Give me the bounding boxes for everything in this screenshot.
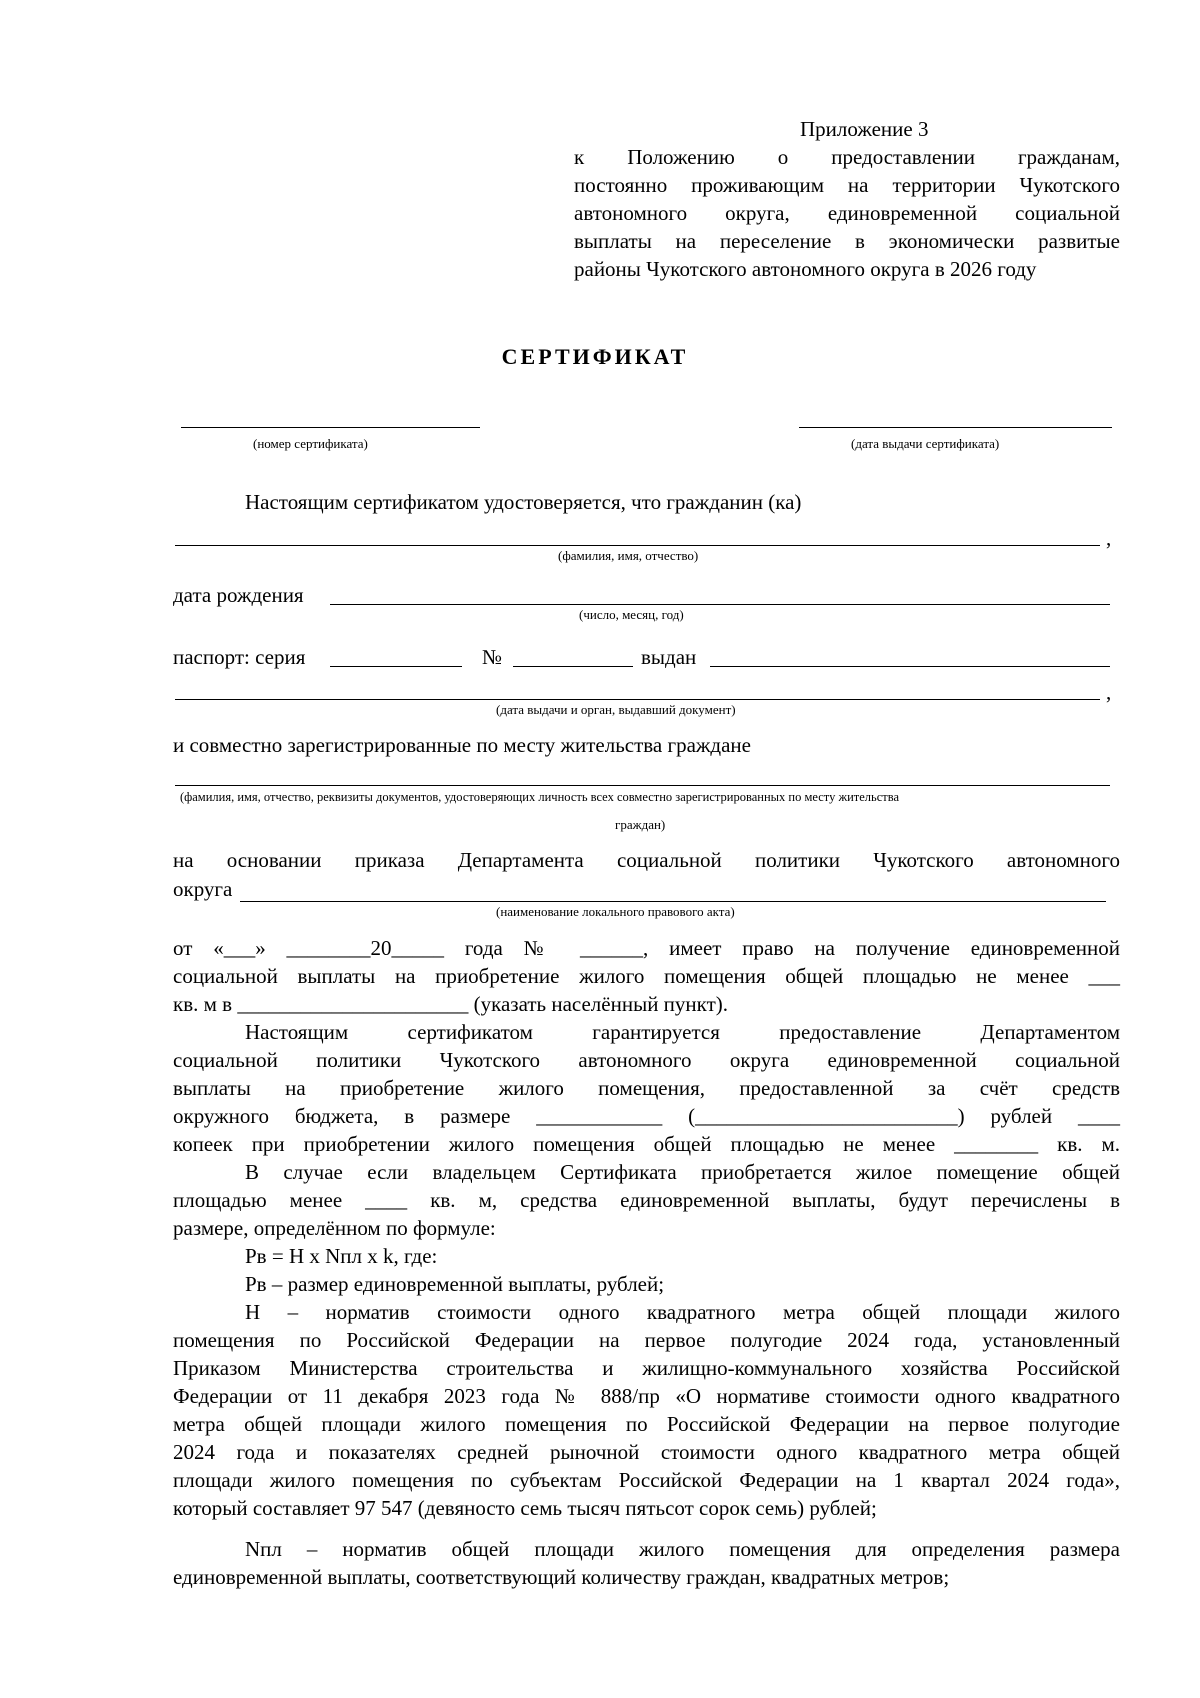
appendix-line: постоянно проживающим на территории Чукотского [574, 173, 1120, 197]
appendix-line: автономного округа, единовременной социальной [574, 201, 1120, 225]
appendix-line: районы Чукотского автономного округа в 2026 году [574, 257, 1037, 281]
document-title: СЕРТИФИКАТ [501, 344, 689, 369]
para-case-line: размере, определённом по формуле: [173, 1216, 496, 1240]
cert-number-line [181, 427, 480, 428]
para-guarantee-line: копеек при приобретении жилого помещения общей площадью не менее ________ кв. м. [173, 1132, 1120, 1156]
basis-line-2: округа [173, 877, 233, 901]
legal-act-line [240, 901, 1106, 902]
para-rights-line: кв. м в ______________________ (указать населённый пункт). [173, 992, 729, 1016]
issue-date-caption: (дата выдачи сертификата) [851, 436, 1000, 451]
para-case-line: В случае если владельцем Сертификата приобретается жилое помещение общей [245, 1160, 1120, 1184]
birth-line [330, 604, 1110, 605]
para-guarantee-line: социальной политики Чукотского автономного округа единовременной социальной [173, 1048, 1120, 1072]
para-case-line: площадью менее ____ кв. м, средства единовременной выплаты, будут перечислены в [173, 1188, 1120, 1212]
passport-series-label: паспорт: серия [173, 645, 306, 669]
fio-comma: , [1106, 526, 1112, 550]
passport-issued-line [710, 666, 1110, 667]
para-guarantee-line: окружного бюджета, в размере ____________ (_________________________) рублей ____ [173, 1104, 1120, 1128]
passport-series-line [330, 666, 462, 667]
definition-pv: Рв – размер единовременной выплаты, рублей; [245, 1272, 665, 1296]
co-registered-caption-cont: граждан) [615, 817, 666, 832]
para-guarantee-line: Настоящим сертификатом гарантируется предоставление Департаментом [245, 1020, 1120, 1044]
co-registered-line [175, 785, 1110, 786]
co-registered-text: и совместно зарегистрированные по месту жительства граждане [173, 733, 751, 757]
para-rights-line: от «___» ________20_____ года № ______, имеет право на получение единовременной [173, 936, 1120, 960]
definition-h-line: метра общей площади жилого помещения по Российской Федерации на первое полугодие [173, 1412, 1120, 1436]
birth-label: дата рождения [173, 583, 304, 607]
legal-act-caption: (наименование локального правового акта) [496, 904, 735, 919]
para-guarantee-line: выплаты на приобретение жилого помещения, предоставленной за счёт средств [173, 1076, 1120, 1100]
issue-date-line [799, 427, 1112, 428]
passport-issued-label: выдан [641, 645, 697, 669]
para-rights-line: социальной выплаты на приобретение жилого помещения общей площадью не менее ___ [173, 964, 1120, 988]
fio-caption: (фамилия, имя, отчество) [558, 548, 699, 563]
definition-h-line: 2024 года и показателях средней рыночной стоимости одного квадратного метра общей [173, 1440, 1120, 1464]
passport-comma: , [1106, 680, 1112, 704]
passport-issue-line [175, 699, 1100, 700]
birth-caption: (число, месяц, год) [579, 607, 684, 622]
definition-n-line: Nпл – норматив общей площади жилого помещения для определения размера [245, 1537, 1120, 1561]
appendix-line: выплаты на переселение в экономически развитые [574, 229, 1120, 253]
definition-h-line: помещения по Российской Федерации на первое полугодие 2024 года, установленный [173, 1328, 1120, 1352]
basis-line-1: на основании приказа Департамента социальной политики Чукотского автономного [173, 848, 1120, 872]
appendix-line: к Положению о предоставлении гражданам, [574, 145, 1120, 169]
definition-h-line: который составляет 97 547 (девяносто семь тысяч пятьсот сорок семь) рублей; [173, 1496, 877, 1520]
co-registered-caption: (фамилия, имя, отчество, реквизиты документов, удостоверяющих личность всех совместно зарегистрированных по месту жительства [180, 790, 900, 804]
appendix-description [574, 143, 1120, 283]
definition-h-line: Н – норматив стоимости одного квадратного метра общей площади жилого [245, 1300, 1120, 1324]
cert-number-caption: (номер сертификата) [253, 436, 368, 451]
definition-n-line: единовременной выплаты, соответствующий количеству граждан, квадратных метров; [173, 1565, 950, 1589]
definition-h-line: Федерации от 11 декабря 2023 года № 888/пр «О нормативе стоимости одного квадратного [173, 1384, 1120, 1408]
fio-line [175, 545, 1100, 546]
passport-number-line [513, 666, 633, 667]
passport-issue-caption: (дата выдачи и орган, выдавший документ) [496, 702, 736, 717]
appendix-number: Приложение 3 [800, 117, 929, 141]
definition-h-line: площади жилого помещения по субъектам Российской Федерации на 1 квартал 2024 года», [173, 1468, 1120, 1492]
definition-h-line: Приказом Министерства строительства и жилищно-коммунального хозяйства Российской [173, 1356, 1120, 1380]
passport-number-label: № [482, 645, 503, 669]
formula: Рв = Н x Nпл x k, где: [245, 1244, 438, 1268]
intro-text: Настоящим сертификатом удостоверяется, что гражданин (ка) [245, 490, 802, 514]
